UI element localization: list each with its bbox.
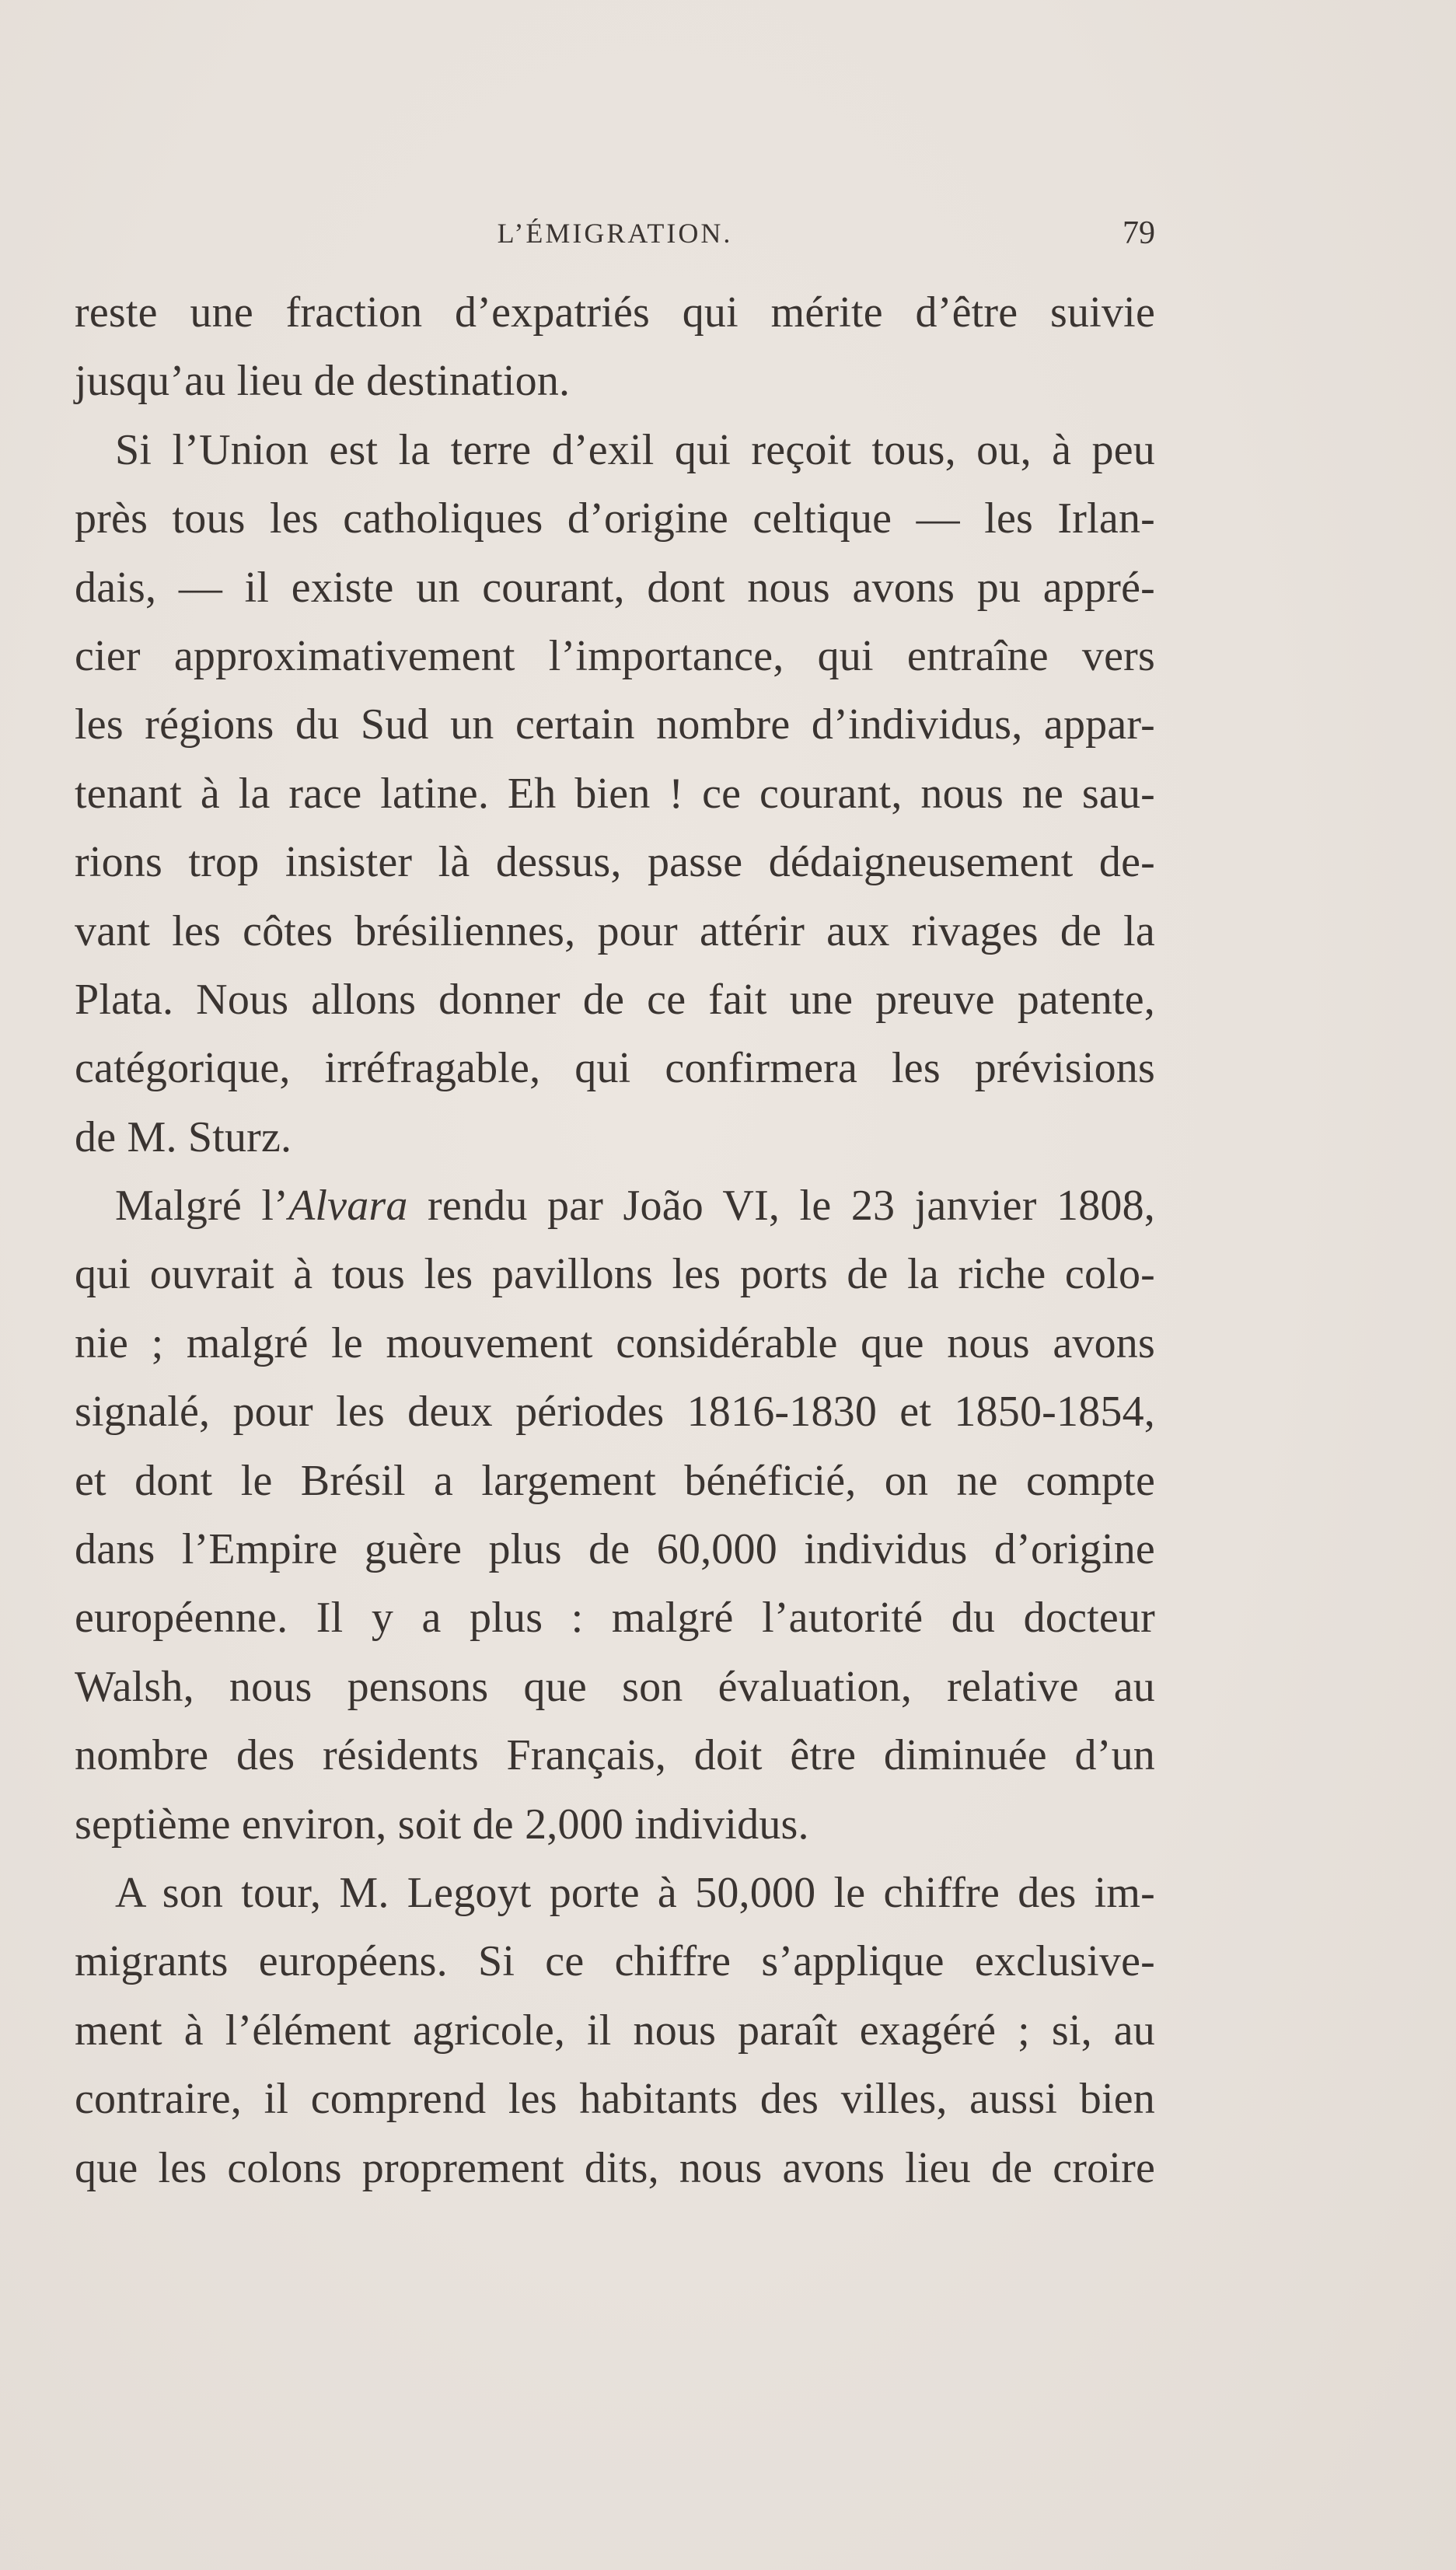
running-title: L’ÉMIGRATION.	[497, 218, 733, 249]
italic-title: Alvara	[288, 1182, 408, 1231]
text-line: cier approximativement l’importance, qui entraîne vers	[75, 631, 1155, 680]
text-run: Malgré l’	[115, 1182, 288, 1231]
text-line: dans l’Empire guère plus de 60,000 individus d’origine	[75, 1525, 1155, 1574]
text-line: de M. Sturz.	[75, 1112, 292, 1161]
text-line: signalé, pour les deux périodes 1816-1830 et 1850-1854,	[75, 1388, 1155, 1437]
text-line: ment à l’élément agricole, il nous paraît exagéré ; si, au	[75, 2006, 1155, 2055]
text-line: catégorique, irréfragable, qui confirmera les prévisions	[75, 1044, 1155, 1093]
text-line: nombre des résidents Français, doit être diminuée d’un	[75, 1731, 1155, 1780]
text-line: reste une fraction d’expatriés qui mérite d’être suivie	[75, 288, 1155, 337]
text-line: contraire, il comprend les habitants des villes, aussi bien	[75, 2075, 1155, 2124]
text-line: qui ouvrait à tous les pavillons les ports de la riche colo-	[75, 1250, 1155, 1299]
text-line: nie ; malgré le mouvement considérable que nous avons	[75, 1318, 1155, 1367]
page-header	[75, 210, 1155, 257]
text-line: que les colons proprement dits, nous avons lieu de croire	[75, 2143, 1155, 2192]
text-line: migrants européens. Si ce chiffre s’applique exclusive-	[75, 1937, 1155, 1986]
text-line: les régions du Sud un certain nombre d’individus, appar-	[75, 700, 1155, 749]
page-number: 79	[1123, 215, 1155, 251]
text-run: rendu par João VI, le 23 janvier 1808,	[407, 1182, 1155, 1231]
text-line: septième environ, soit de 2,000 individus.	[75, 1800, 809, 1849]
text-line: Si l’Union est la terre d’exil qui reçoit tous, ou, à peu	[115, 425, 1155, 474]
text-line: près tous les catholiques d’origine celtique — les Irlan-	[75, 494, 1155, 543]
text-line: jusqu’au lieu de destination.	[75, 357, 571, 406]
text-line: rions trop insister là dessus, passe dédaigneusement de-	[75, 838, 1155, 887]
body-text	[75, 278, 1155, 2202]
text-line	[75, 1172, 1155, 1240]
text-line: A son tour, M. Legoyt porte à 50,000 le chiffre des im-	[115, 1868, 1155, 1917]
text-line: et dont le Brésil a largement bénéficié, on ne compte	[75, 1456, 1155, 1505]
text-line: Walsh, nous pensons que son évaluation, relative au	[75, 1662, 1155, 1711]
text-line: dais, — il existe un courant, dont nous avons pu appré-	[75, 563, 1155, 612]
text-line: Plata. Nous allons donner de ce fait une preuve patente,	[75, 975, 1155, 1024]
text-line: européenne. Il y a plus : malgré l’autorité du docteur	[75, 1594, 1155, 1643]
text-line: tenant à la race latine. Eh bien ! ce courant, nous ne sau-	[75, 769, 1155, 818]
text-line: vant les côtes brésiliennes, pour attérir aux rivages de la	[75, 906, 1155, 955]
